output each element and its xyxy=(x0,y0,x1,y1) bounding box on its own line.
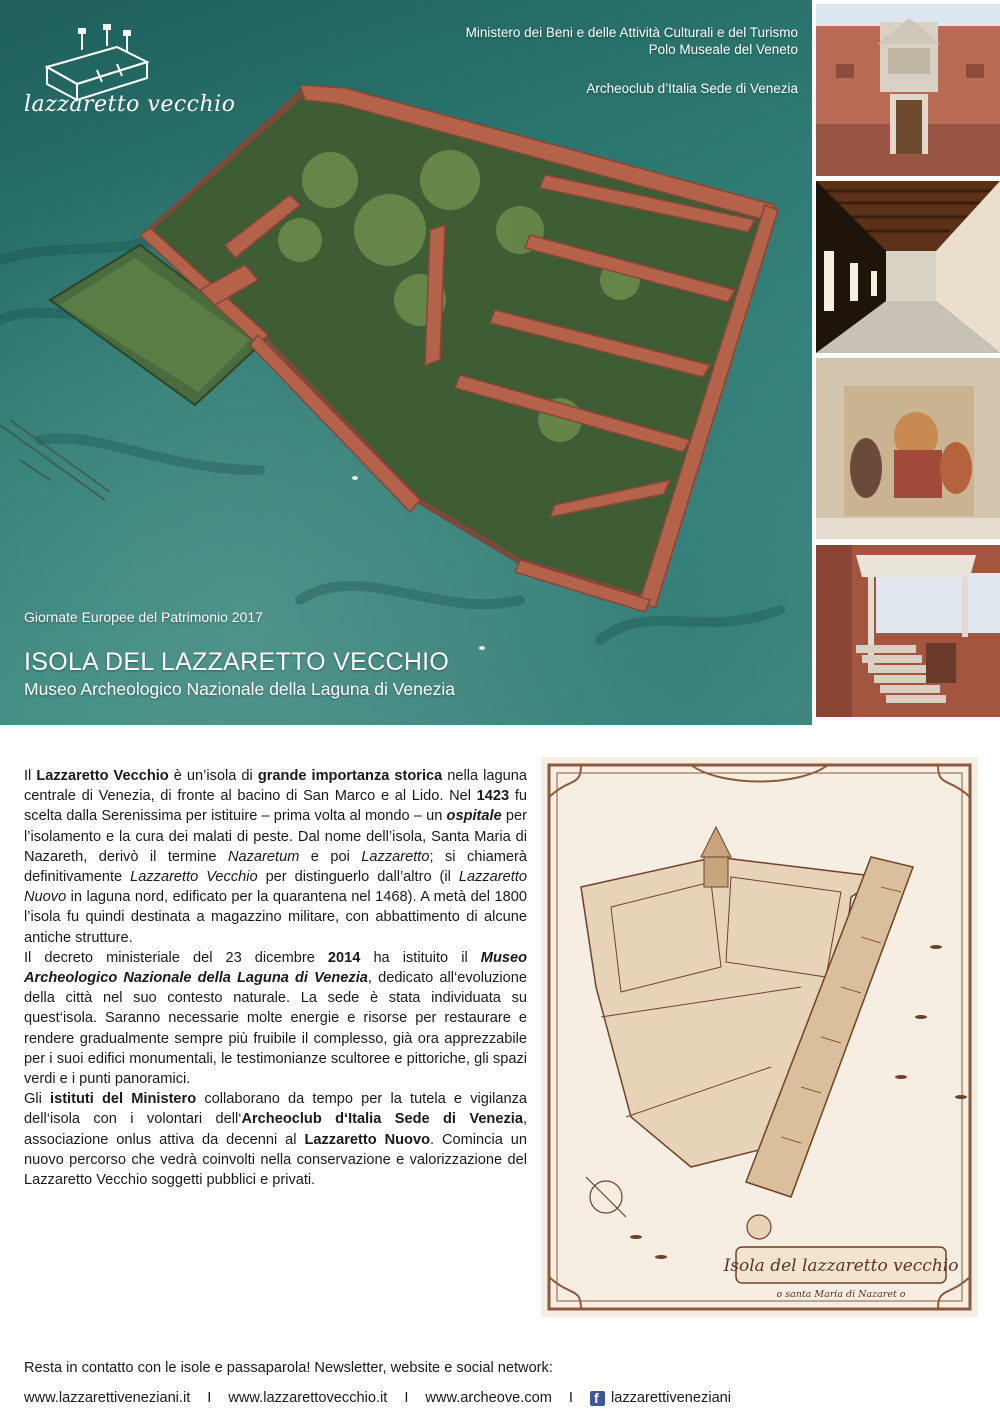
engraving-ribbon: o santa Maria di Nazaret o xyxy=(776,1289,906,1300)
polo-museale-name: Polo Museale del Veneto xyxy=(648,42,798,57)
facebook-icon[interactable] xyxy=(590,1391,605,1406)
photo-fresco xyxy=(816,358,1000,539)
photo-stairs-loggia xyxy=(816,545,1000,717)
separator: I xyxy=(207,1390,212,1406)
historic-engraving-map xyxy=(541,757,978,1317)
paragraph-history: Il Lazzaretto Vecchio è un’isola di grande importanza storica nella laguna centrale di Venezia, di fronte al bacino di San Marco e al Lido. Nel 1423 fu scelta dalla Serenissima per istituire – prima volta al mondo – un ospitale per l’isolamento e la cura dei malati di peste. Dal nome dell’isola, Santa Maria di Nazareth, derivò il termine Nazaretum e poi Lazzaretto; si chiamerà definitivamente Lazzaretto Vecchio per distinguerlo dall’altro (il Lazzaretto Nuovo in laguna nord, edificato per la quarantena nel 1468). A metà del 1800 l’isola fu quindi destinata a magazzino militare, con abbattimento di alcune antiche strutture. xyxy=(24,768,527,946)
paragraph-collaboration: Gli istituti del Ministero collaborano da tempo per la tutela e vigilanza dell‘isola con i volontari dell‘Archeoclub d‘Italia Sede di Venezia, associazione onlus attiva da decenni al Lazzaretto Nuovo. Comincia un nuovo percorso che vedrà coinvolti nella conservazione e valorizzazione del Lazzaretto Vecchio soggetti pubblici e privati. xyxy=(24,1091,527,1189)
link-archeove[interactable]: www.archeove.com xyxy=(425,1390,552,1406)
ministry-name: Ministero dei Beni e delle Attività Culturali e del Turismo xyxy=(465,25,798,40)
archeoclub-name: Archeoclub d’Italia Sede di Venezia xyxy=(586,81,798,96)
footer-intro: Resta in contatto con le isole e passaparola! Newsletter, website e social network: xyxy=(24,1360,553,1376)
separator: I xyxy=(404,1390,409,1406)
hero-aerial-photo xyxy=(0,0,812,725)
footer-links xyxy=(24,1390,824,1406)
paragraph-museum: Il decreto ministeriale del 23 dicembre 2014 ha istituito il Museo Archeologico Nazionale della Laguna di Venezia, dedicato all‘evoluzione della città nel suo contesto naturale. La sede è stata individuata su quest‘isola. Saranno necessarie molte energie e risorse per restaurare e rendere gradualmente sempre più fruibile il complesso, già ora apprezzabile per i suoi edifici monumentali, le testimonianze scultoree e pittoriche, gli spazi verdi e i punti panoramici. xyxy=(24,949,527,1088)
link-lazzarettiveneziani[interactable]: www.lazzarettiveneziani.it xyxy=(24,1390,191,1406)
page-subtitle: Museo Archeologico Nazionale della Laguna di Venezia xyxy=(24,679,455,699)
event-name: Giornate Europee del Patrimonio 2017 xyxy=(24,609,263,625)
page-title: ISOLA DEL LAZZARETTO VECCHIO xyxy=(24,648,450,676)
logo-wordmark: lazzaretto vecchio xyxy=(24,92,236,117)
engraving-cartouche: Isola del lazzaretto vecchio xyxy=(723,1256,959,1276)
photo-portal-facade xyxy=(816,4,1000,176)
link-facebook-page[interactable]: lazzarettiveneziani xyxy=(610,1390,732,1406)
photo-arcade-corridor xyxy=(816,181,1000,353)
description-text xyxy=(24,766,527,1190)
link-lazzarettovecchio[interactable]: www.lazzarettovecchio.it xyxy=(228,1390,388,1406)
separator: I xyxy=(568,1390,573,1406)
